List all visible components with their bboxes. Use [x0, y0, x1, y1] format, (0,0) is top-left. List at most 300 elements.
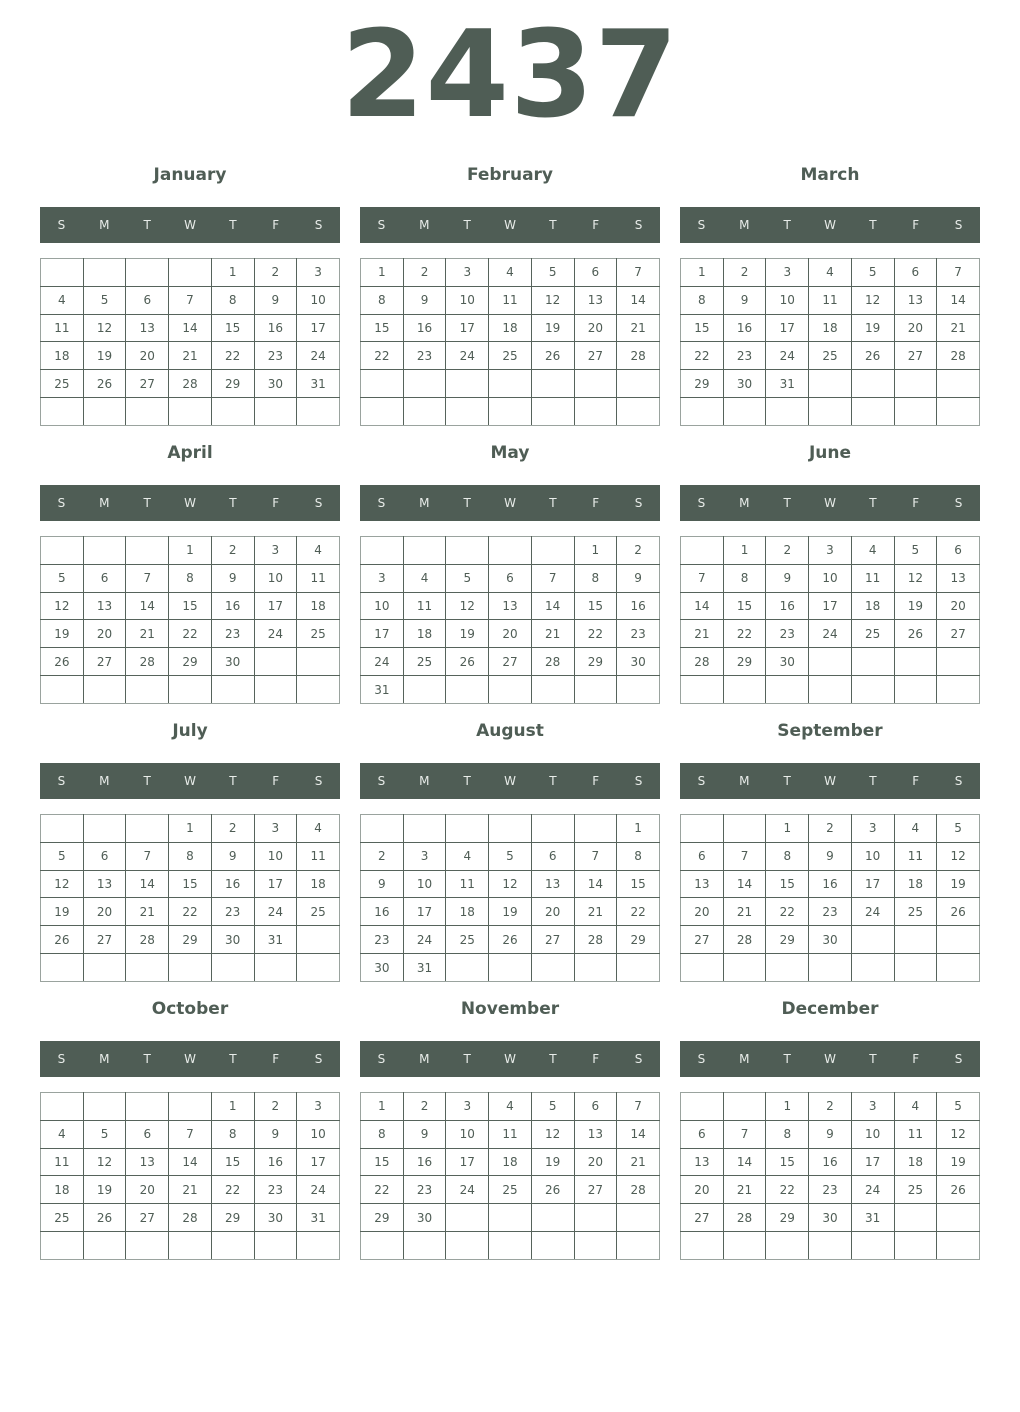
day-cell: 18: [894, 870, 937, 898]
day-cell: 10: [361, 592, 404, 620]
day-cell: 17: [361, 620, 404, 648]
day-cell: 2: [617, 537, 660, 565]
day-cell: 16: [723, 314, 766, 342]
weekday-label: T: [143, 774, 151, 788]
day-cell: [126, 537, 169, 565]
day-cell: 9: [211, 564, 254, 592]
day-cell: 1: [169, 815, 212, 843]
day-cell: 30: [254, 1204, 297, 1232]
day-cell: [169, 259, 212, 287]
day-cell: [169, 1093, 212, 1121]
day-cell: 26: [937, 898, 980, 926]
day-cell: 16: [403, 1148, 446, 1176]
day-cell: 29: [766, 1204, 809, 1232]
day-cell: 10: [446, 286, 489, 314]
day-cell: 3: [361, 564, 404, 592]
day-cell: [617, 676, 660, 704]
day-cell: [83, 1093, 126, 1121]
day-cell: 31: [766, 370, 809, 398]
day-cell: 23: [403, 342, 446, 370]
day-cell: 19: [851, 314, 894, 342]
weekday-label: M: [99, 774, 110, 788]
day-cell: 28: [723, 1204, 766, 1232]
day-cell: 12: [531, 1120, 574, 1148]
day-cell: 17: [766, 314, 809, 342]
day-cell: 1: [723, 537, 766, 565]
month-title: November: [460, 999, 560, 1019]
day-cell: 14: [723, 870, 766, 898]
day-cell: [489, 370, 532, 398]
day-cell: 27: [681, 1204, 724, 1232]
weekday-label: S: [697, 218, 706, 232]
day-cell: [41, 1232, 84, 1260]
day-cell: 16: [766, 592, 809, 620]
day-cell: 15: [766, 870, 809, 898]
day-cell: 18: [297, 870, 340, 898]
day-cell: 15: [361, 314, 404, 342]
day-cell: [894, 1232, 937, 1260]
weekday-label: F: [592, 774, 600, 788]
day-cell: 11: [809, 286, 852, 314]
day-cell: [531, 537, 574, 565]
weekday-label: T: [463, 218, 471, 232]
day-cell: 10: [851, 1120, 894, 1148]
day-cell: 29: [617, 926, 660, 954]
day-cell: [531, 398, 574, 426]
day-cell: [766, 1232, 809, 1260]
day-cell: 9: [809, 842, 852, 870]
day-cell: 27: [83, 926, 126, 954]
weekday-label: T: [463, 496, 471, 510]
day-cell: [446, 537, 489, 565]
day-cell: 25: [894, 898, 937, 926]
day-cell: 8: [169, 564, 212, 592]
day-cell: [681, 398, 724, 426]
day-cell: 26: [531, 1176, 574, 1204]
month-title: March: [800, 165, 860, 185]
day-cell: 22: [723, 620, 766, 648]
weekday-label: T: [869, 774, 877, 788]
weekday-label: T: [869, 218, 877, 232]
day-cell: 8: [211, 286, 254, 314]
day-cell: 24: [851, 1176, 894, 1204]
day-cell: [681, 1093, 724, 1121]
day-cell: 6: [937, 537, 980, 565]
day-cell: 4: [297, 815, 340, 843]
weekday-label: M: [419, 218, 430, 232]
day-cell: 26: [894, 620, 937, 648]
day-cell: 16: [403, 314, 446, 342]
day-cell: 27: [126, 1204, 169, 1232]
day-cell: 28: [723, 926, 766, 954]
day-cell: [489, 398, 532, 426]
day-cell: 10: [297, 1120, 340, 1148]
day-cell: 25: [851, 620, 894, 648]
day-cell: [297, 954, 340, 982]
day-cell: 1: [681, 259, 724, 287]
day-cell: 23: [617, 620, 660, 648]
weekday-label: W: [824, 1052, 836, 1066]
day-cell: [574, 676, 617, 704]
day-cell: 26: [489, 926, 532, 954]
day-cell: [894, 1204, 937, 1232]
day-cell: [681, 537, 724, 565]
day-cell: 22: [169, 898, 212, 926]
day-cell: 29: [574, 648, 617, 676]
weekday-label: T: [869, 1052, 877, 1066]
day-cell: 21: [617, 314, 660, 342]
day-cell: [83, 815, 126, 843]
day-cell: [809, 676, 852, 704]
day-cell: [851, 370, 894, 398]
day-cell: 23: [254, 1176, 297, 1204]
day-cell: 10: [403, 870, 446, 898]
day-cell: 3: [446, 259, 489, 287]
day-cell: 20: [83, 898, 126, 926]
day-cell: 19: [446, 620, 489, 648]
day-cell: 8: [169, 842, 212, 870]
day-cell: 19: [937, 1148, 980, 1176]
day-cell: 31: [254, 926, 297, 954]
day-cell: 7: [531, 564, 574, 592]
day-cell: 17: [254, 592, 297, 620]
day-cell: [617, 1204, 660, 1232]
day-cell: 20: [574, 314, 617, 342]
day-cell: 5: [83, 1120, 126, 1148]
weekday-label: M: [739, 1052, 750, 1066]
day-cell: 10: [254, 564, 297, 592]
day-cell: 25: [403, 648, 446, 676]
day-grid: [680, 536, 980, 704]
weekday-label: F: [272, 1052, 280, 1066]
day-cell: 25: [809, 342, 852, 370]
weekday-header: [680, 1041, 980, 1077]
day-cell: 23: [809, 1176, 852, 1204]
day-cell: 5: [937, 1093, 980, 1121]
day-cell: [574, 815, 617, 843]
day-cell: 2: [723, 259, 766, 287]
day-cell: 16: [211, 870, 254, 898]
weekday-label: S: [377, 774, 386, 788]
day-cell: 4: [297, 537, 340, 565]
day-cell: 23: [211, 898, 254, 926]
day-cell: [681, 1232, 724, 1260]
day-cell: 24: [809, 620, 852, 648]
day-cell: 1: [617, 815, 660, 843]
day-cell: 10: [297, 286, 340, 314]
weekday-label: T: [549, 218, 557, 232]
day-cell: 13: [83, 592, 126, 620]
day-cell: 3: [403, 842, 446, 870]
month-title: April: [167, 443, 213, 463]
day-cell: [169, 676, 212, 704]
day-cell: [126, 259, 169, 287]
day-cell: 11: [297, 564, 340, 592]
day-grid: [360, 258, 660, 426]
day-cell: 28: [617, 1176, 660, 1204]
weekday-header: [40, 763, 340, 799]
day-cell: [446, 1232, 489, 1260]
day-cell: [937, 1204, 980, 1232]
day-cell: 2: [211, 537, 254, 565]
day-cell: [723, 398, 766, 426]
day-cell: 1: [766, 815, 809, 843]
day-cell: 15: [169, 870, 212, 898]
day-cell: [83, 954, 126, 982]
day-cell: 3: [851, 815, 894, 843]
day-cell: 15: [211, 314, 254, 342]
day-cell: 30: [766, 648, 809, 676]
weekday-header: [360, 207, 660, 243]
weekday-label: S: [314, 496, 323, 510]
day-cell: 28: [169, 370, 212, 398]
day-grid: [40, 258, 340, 426]
day-cell: [851, 926, 894, 954]
day-cell: 3: [254, 815, 297, 843]
day-cell: 5: [937, 815, 980, 843]
day-cell: 5: [851, 259, 894, 287]
day-cell: 25: [297, 620, 340, 648]
weekday-label: T: [549, 1052, 557, 1066]
day-cell: [211, 1232, 254, 1260]
weekday-label: M: [99, 496, 110, 510]
month-title: January: [153, 165, 227, 185]
day-cell: 7: [617, 1093, 660, 1121]
weekday-label: S: [377, 218, 386, 232]
day-cell: [254, 398, 297, 426]
weekday-label: W: [504, 496, 516, 510]
day-cell: [723, 954, 766, 982]
day-cell: 22: [169, 620, 212, 648]
day-cell: [489, 1232, 532, 1260]
day-cell: 12: [851, 286, 894, 314]
day-cell: 5: [83, 286, 126, 314]
day-cell: [851, 1232, 894, 1260]
day-cell: [531, 815, 574, 843]
day-cell: 5: [41, 842, 84, 870]
day-cell: 14: [169, 1148, 212, 1176]
day-cell: 30: [723, 370, 766, 398]
day-cell: 19: [531, 314, 574, 342]
day-cell: [254, 1232, 297, 1260]
weekday-header: [40, 207, 340, 243]
day-cell: 27: [531, 926, 574, 954]
day-cell: [361, 370, 404, 398]
weekday-label: M: [739, 218, 750, 232]
day-grid: [40, 1092, 340, 1260]
day-cell: 20: [126, 1176, 169, 1204]
day-cell: 15: [617, 870, 660, 898]
weekday-label: M: [419, 774, 430, 788]
day-cell: 9: [403, 286, 446, 314]
day-cell: 18: [41, 342, 84, 370]
day-cell: 19: [41, 620, 84, 648]
day-cell: 4: [894, 815, 937, 843]
day-cell: 25: [297, 898, 340, 926]
day-cell: [297, 398, 340, 426]
day-cell: 9: [403, 1120, 446, 1148]
day-cell: 31: [297, 370, 340, 398]
day-cell: 26: [41, 926, 84, 954]
day-cell: [297, 676, 340, 704]
day-cell: 24: [297, 1176, 340, 1204]
weekday-label: F: [912, 1052, 920, 1066]
day-cell: 5: [41, 564, 84, 592]
day-cell: 29: [681, 370, 724, 398]
day-cell: 20: [681, 1176, 724, 1204]
day-cell: 8: [723, 564, 766, 592]
day-cell: [937, 676, 980, 704]
day-cell: [126, 815, 169, 843]
day-cell: 21: [937, 314, 980, 342]
day-cell: 8: [681, 286, 724, 314]
day-cell: 18: [809, 314, 852, 342]
day-grid: [680, 814, 980, 982]
day-cell: 10: [766, 286, 809, 314]
day-cell: [446, 815, 489, 843]
day-cell: [126, 676, 169, 704]
day-cell: 2: [809, 1093, 852, 1121]
weekday-label: S: [377, 496, 386, 510]
day-cell: 9: [766, 564, 809, 592]
day-cell: 5: [489, 842, 532, 870]
day-cell: 24: [766, 342, 809, 370]
day-cell: [894, 648, 937, 676]
day-cell: [83, 1232, 126, 1260]
day-cell: 6: [574, 1093, 617, 1121]
day-cell: 23: [809, 898, 852, 926]
day-cell: 27: [489, 648, 532, 676]
day-cell: 1: [211, 259, 254, 287]
day-cell: 2: [403, 259, 446, 287]
day-cell: 29: [723, 648, 766, 676]
day-cell: [403, 370, 446, 398]
day-cell: 4: [41, 286, 84, 314]
weekday-label: T: [783, 774, 791, 788]
day-cell: 21: [169, 342, 212, 370]
day-cell: [297, 648, 340, 676]
day-cell: 27: [681, 926, 724, 954]
day-grid: [360, 1092, 660, 1260]
day-cell: 12: [446, 592, 489, 620]
day-cell: [211, 954, 254, 982]
weekday-label: S: [634, 774, 643, 788]
day-cell: [723, 1232, 766, 1260]
day-cell: 16: [809, 870, 852, 898]
day-cell: [489, 815, 532, 843]
day-cell: [531, 954, 574, 982]
month-title: December: [781, 999, 879, 1019]
day-cell: 15: [681, 314, 724, 342]
weekday-label: S: [57, 496, 66, 510]
weekday-label: F: [592, 1052, 600, 1066]
weekday-label: M: [99, 1052, 110, 1066]
day-cell: [297, 1232, 340, 1260]
day-cell: [297, 926, 340, 954]
day-cell: 13: [937, 564, 980, 592]
day-cell: 14: [681, 592, 724, 620]
weekday-label: S: [697, 1052, 706, 1066]
day-cell: 14: [617, 1120, 660, 1148]
day-cell: 2: [254, 1093, 297, 1121]
day-cell: 20: [937, 592, 980, 620]
weekday-label: S: [377, 1052, 386, 1066]
day-cell: 21: [681, 620, 724, 648]
day-cell: 6: [574, 259, 617, 287]
day-cell: 18: [41, 1176, 84, 1204]
weekday-header: [680, 763, 980, 799]
day-cell: 25: [894, 1176, 937, 1204]
weekday-label: T: [549, 774, 557, 788]
day-cell: [574, 1204, 617, 1232]
day-cell: 8: [766, 1120, 809, 1148]
weekday-label: W: [184, 774, 196, 788]
weekday-label: F: [912, 496, 920, 510]
day-cell: 1: [169, 537, 212, 565]
day-cell: 31: [361, 676, 404, 704]
day-grid: [680, 258, 980, 426]
day-cell: [894, 954, 937, 982]
weekday-label: W: [504, 774, 516, 788]
day-cell: [531, 370, 574, 398]
weekday-label: W: [824, 774, 836, 788]
weekday-label: W: [184, 218, 196, 232]
weekday-label: T: [463, 1052, 471, 1066]
day-grid: [360, 814, 660, 982]
day-cell: 15: [169, 592, 212, 620]
day-cell: [126, 1093, 169, 1121]
day-cell: [403, 398, 446, 426]
day-cell: [766, 398, 809, 426]
day-cell: [41, 676, 84, 704]
day-cell: 18: [403, 620, 446, 648]
day-cell: 9: [361, 870, 404, 898]
day-cell: 30: [809, 1204, 852, 1232]
day-cell: [41, 954, 84, 982]
day-cell: 11: [894, 1120, 937, 1148]
day-cell: 26: [83, 370, 126, 398]
day-cell: 30: [617, 648, 660, 676]
day-cell: [41, 1093, 84, 1121]
day-cell: 31: [297, 1204, 340, 1232]
day-cell: 13: [83, 870, 126, 898]
day-cell: [681, 954, 724, 982]
day-cell: [361, 815, 404, 843]
day-cell: 26: [83, 1204, 126, 1232]
day-cell: 23: [254, 342, 297, 370]
day-cell: 26: [446, 648, 489, 676]
day-cell: [169, 1232, 212, 1260]
day-cell: [894, 398, 937, 426]
day-cell: 23: [723, 342, 766, 370]
day-cell: 27: [574, 1176, 617, 1204]
weekday-label: W: [184, 1052, 196, 1066]
weekday-label: S: [954, 1052, 963, 1066]
day-cell: 30: [809, 926, 852, 954]
month-title: June: [808, 443, 852, 463]
day-cell: 11: [489, 286, 532, 314]
day-cell: 26: [531, 342, 574, 370]
day-cell: 17: [446, 314, 489, 342]
day-cell: 3: [766, 259, 809, 287]
day-cell: 20: [531, 898, 574, 926]
day-cell: [894, 370, 937, 398]
weekday-label: T: [143, 218, 151, 232]
weekday-label: T: [783, 496, 791, 510]
day-cell: 22: [766, 1176, 809, 1204]
day-cell: 9: [723, 286, 766, 314]
day-cell: 14: [126, 592, 169, 620]
